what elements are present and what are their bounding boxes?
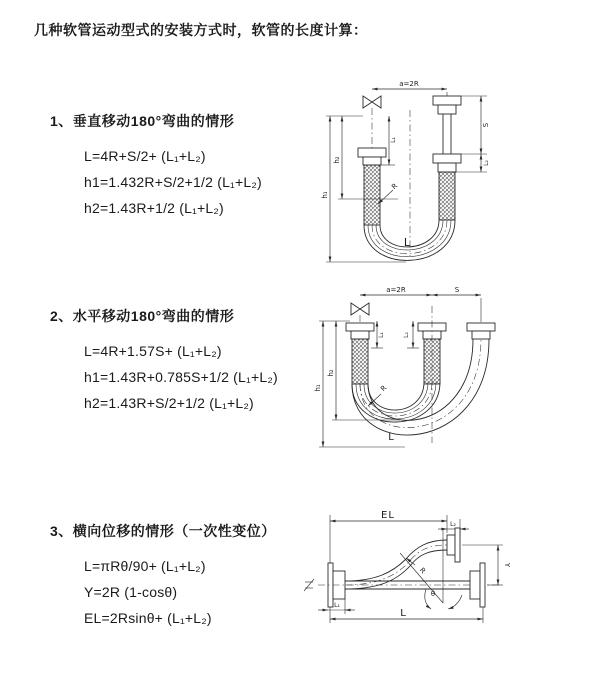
- section-3-formulas: [84, 553, 276, 631]
- left-flange: [346, 323, 374, 339]
- page-title: 几种软管运动型式的安装方式时，软管的长度计算：: [34, 22, 368, 38]
- formula-line: L=4R+S/2+ (L₁+L₂): [84, 148, 206, 164]
- dim-label-l1: L₁: [334, 602, 340, 609]
- dim-label-r: R: [390, 181, 400, 192]
- dim-a2r: [360, 286, 432, 295]
- right-pipe: [443, 114, 451, 154]
- left-flange: [358, 148, 386, 165]
- dim-label-theta: θ: [430, 590, 436, 598]
- right-flange-moved-position: [467, 323, 495, 339]
- dim-label-s: S: [454, 286, 460, 294]
- dim-label-l2: L₂: [483, 160, 490, 166]
- dim-label-h1: h₁: [314, 384, 322, 392]
- diagram-lateral-displacement: [300, 505, 595, 665]
- dim-label-a2r: a=2R: [386, 286, 406, 294]
- section-lateral-displacement: [50, 521, 276, 631]
- section-2-heading: 2、水平移动180°弯曲的情形: [50, 308, 235, 324]
- dim-l1: [318, 599, 355, 614]
- dim-label-l1: L₁: [378, 332, 385, 338]
- section-3-heading: 3、横向位移的情形（一次性变位）: [50, 523, 276, 539]
- section-vertical-move: [50, 111, 262, 221]
- formula-line: L=4R+1.57S+ (L₁+L₂): [84, 343, 222, 359]
- dim-label-r: R: [379, 383, 389, 394]
- valve-icon: [351, 303, 369, 315]
- radius-callout: [378, 182, 399, 204]
- dim-label-y: Y: [503, 562, 511, 568]
- dim-label-el: EL: [381, 510, 395, 521]
- formula-line: h2=1.43R+S/2+1/2 (L₁+L₂): [84, 395, 254, 411]
- u-bend-hose-position-2: [352, 339, 489, 435]
- section-2-formulas: [84, 338, 278, 416]
- upper-flange-displaced: [447, 528, 460, 562]
- dim-label-l: L: [388, 432, 394, 443]
- centerline-break-mark: [304, 579, 314, 591]
- dim-el: [330, 510, 447, 563]
- right-upper-flange: [433, 96, 461, 114]
- dim-label-a2r: a=2R: [399, 80, 419, 88]
- dim-label-l: L: [403, 236, 411, 249]
- braided-hose-section: [352, 339, 368, 384]
- dim-label-l2: L₂: [450, 521, 456, 528]
- formula-line: L=πRθ/90+ (L₁+L₂): [84, 558, 206, 574]
- section-1-heading: 1、垂直移动180°弯曲的情形: [50, 113, 235, 129]
- dim-l1: [381, 116, 397, 165]
- valve-icon: [363, 96, 381, 108]
- right-lower-flange: [433, 154, 461, 172]
- formula-line: h2=1.43R+1/2 (L₁+L₂): [84, 200, 224, 216]
- dim-label-l1: L₁: [390, 137, 397, 143]
- dim-label-l2: L₂: [403, 332, 410, 338]
- formula-line: h1=1.43R+0.785S+1/2 (L₁+L₂): [84, 369, 278, 385]
- hose-displaced-position: [345, 540, 447, 589]
- dim-l2: [481, 154, 490, 172]
- dim-label-h2: h₂: [327, 369, 335, 377]
- formula-line: EL=2Rsinθ+ (L₁+L₂): [84, 610, 212, 626]
- dim-s: [432, 286, 481, 322]
- dim-label-h2: h₂: [333, 156, 341, 164]
- dim-y: [462, 545, 511, 585]
- dim-label-s: S: [482, 122, 490, 128]
- formula-line: Y=2R (1-cosθ): [84, 584, 178, 600]
- dim-l: [330, 607, 483, 623]
- diagram-horizontal-180-bend: [305, 278, 590, 463]
- right-flange: [470, 563, 485, 607]
- diagram-vertical-180-bend: [303, 70, 588, 265]
- dim-l2: [438, 519, 469, 535]
- dim-label-l: L: [400, 608, 406, 619]
- dim-label-h1: h₁: [321, 191, 329, 199]
- braided-hose-section: [439, 172, 455, 220]
- section-1-formulas: [84, 143, 262, 221]
- formula-line: h1=1.432R+S/2+1/2 (L₁+L₂): [84, 174, 262, 190]
- radius-callout: [368, 384, 388, 406]
- u-bend-hose-position-1: [352, 382, 440, 422]
- dim-label-r: R: [417, 566, 428, 576]
- braided-hose-section: [364, 165, 380, 225]
- section-horizontal-move: [50, 306, 278, 416]
- dim-l2: [403, 321, 419, 348]
